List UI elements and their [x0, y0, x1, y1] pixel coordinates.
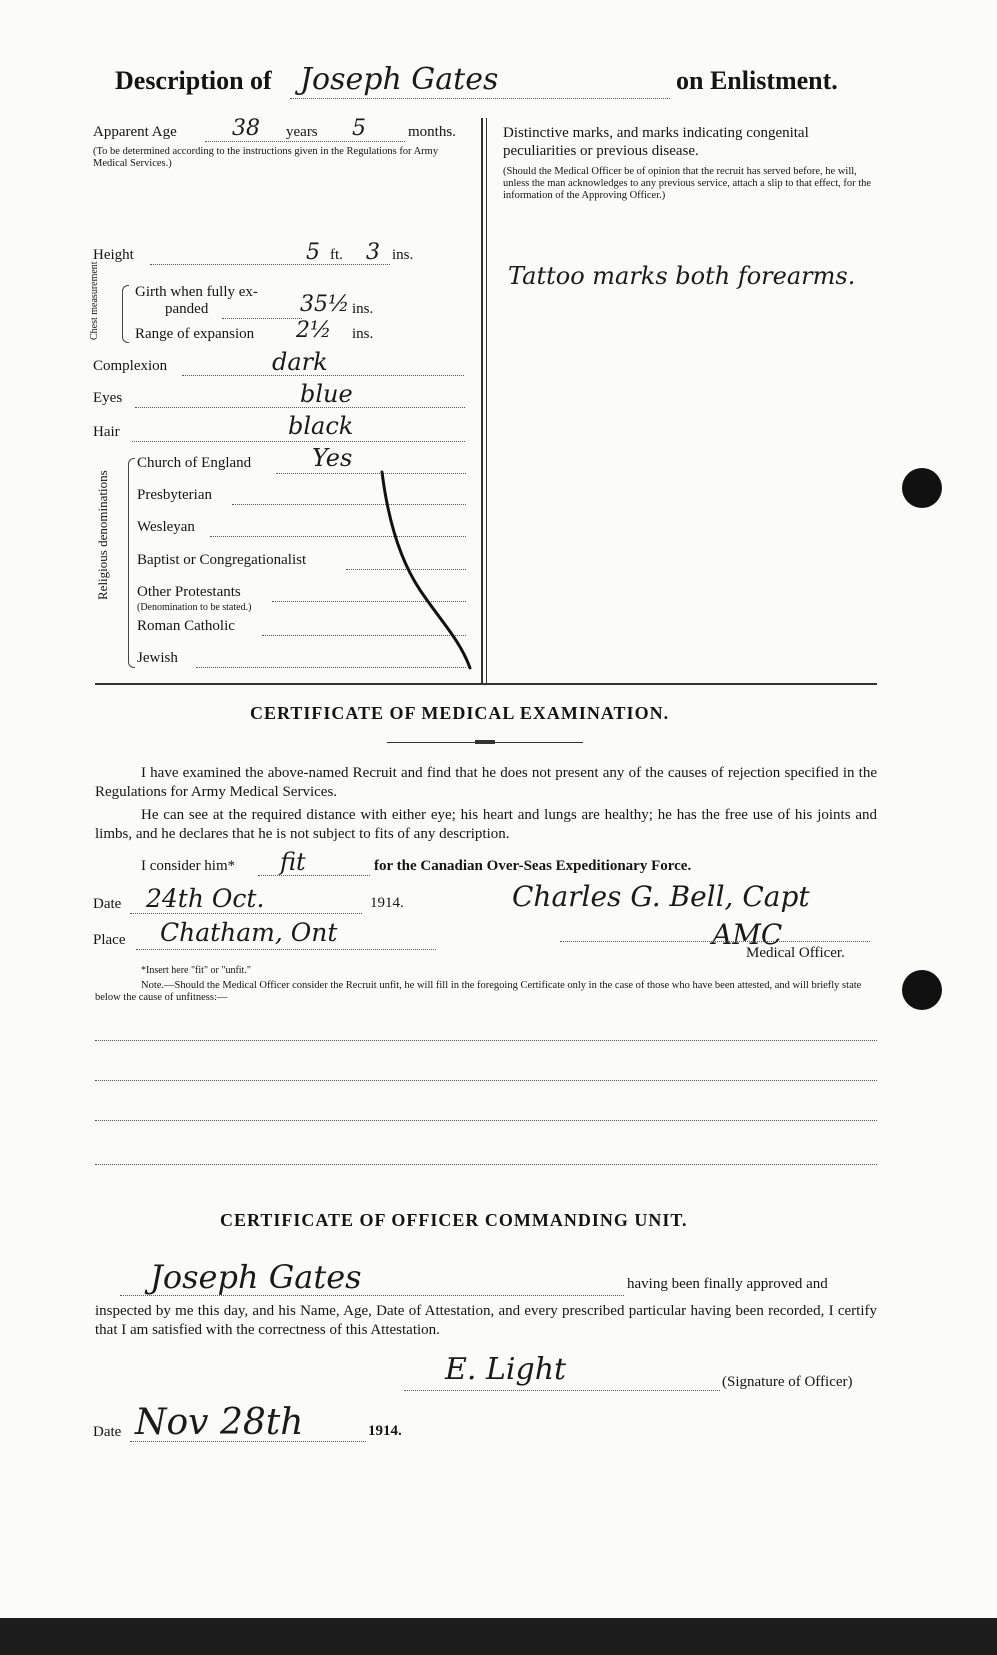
column-divider-2	[486, 118, 487, 683]
complexion-value: dark	[272, 348, 328, 376]
age-months: 5	[352, 116, 366, 141]
medical-officer-dotline	[560, 941, 870, 942]
religion-jewish: Jewish	[137, 650, 178, 666]
religion-other-protestants: Other Protestants	[137, 584, 241, 600]
consider-prefix: I consider him*	[141, 858, 236, 874]
range-label: Range of expansion	[135, 326, 255, 342]
months-label: months.	[408, 124, 456, 140]
medical-officer-label: Medical Officer.	[746, 945, 845, 961]
other-protestants-note: (Denomination to be stated.)	[137, 602, 252, 613]
religion-church-of-england-value: Yes	[312, 444, 353, 472]
age-years: 38	[232, 116, 260, 141]
marks-heading: Distinctive marks, and marks indicating congenital peculiarities or previous disease.	[503, 125, 809, 159]
religion-wesleyan: Wesleyan	[137, 519, 195, 535]
unfit-line-1	[95, 1040, 877, 1041]
marks-note: (Should the Medical Officer be of opinion that the recruit has served before, he will, unless the man acknowledges to any previous service, attach a slip to that effect, for the information of the Approving Officer.)	[503, 166, 872, 201]
column-divider	[481, 118, 483, 683]
section-separator-1	[95, 683, 877, 685]
medical-date-label: Date	[93, 896, 122, 912]
eyes-value: blue	[300, 380, 353, 408]
medical-heading: CERTIFICATE OF MEDICAL EXAMINATION.	[250, 703, 670, 723]
consider-dotline	[258, 875, 370, 876]
punch-hole-upper	[902, 468, 942, 508]
religion-presbyterian: Presbyterian	[137, 487, 212, 503]
commanding-heading: CERTIFICATE OF OFFICER COMMANDING UNIT.	[220, 1210, 688, 1230]
marks-value: Tattoo marks both forearms.	[508, 262, 856, 290]
height-ft: 5	[306, 240, 320, 265]
complexion-label: Complexion	[93, 358, 168, 374]
unfit-note: Note.—Should the Medical Officer consider the Recruit unfit, he will fill in the foregoing Certificate only in the case of those who have been attested, and will briefly state below the cause of unfitness:—	[95, 980, 862, 1003]
religion-church-of-england: Church of England	[137, 455, 252, 471]
place-label: Place	[93, 932, 126, 948]
range-unit: ins.	[352, 326, 374, 342]
height-ins: 3	[366, 240, 380, 265]
religion-strike-line	[370, 470, 480, 680]
recruit-name: Joseph Gates	[300, 62, 499, 97]
age-label: Apparent Age	[93, 124, 177, 140]
title-prefix: Description of	[115, 66, 272, 95]
commanding-para-1: having been finally approved and	[627, 1276, 828, 1292]
consider-value: fit	[280, 848, 306, 876]
height-dotline	[150, 264, 390, 265]
girth-unit: ins.	[352, 301, 374, 317]
hair-value: black	[288, 412, 354, 440]
age-dotline	[205, 141, 405, 142]
medical-date-dotline	[130, 913, 362, 914]
punch-hole-lower	[902, 970, 942, 1010]
commanding-signature-dotline	[404, 1390, 720, 1391]
place-dotline	[136, 949, 436, 950]
medical-rule-ornament	[475, 740, 495, 744]
age-note: (To be determined according to the instructions given in the Regulations for Army Medical Services.)	[93, 146, 439, 169]
religion-baptist: Baptist or Congregationalist	[137, 552, 307, 568]
medical-date-value: 24th Oct.	[146, 884, 265, 913]
commanding-para-2: inspected by me this day, and his Name, Age, Date of Attestation, and every prescribed particular having been recorded, I certify that I am satisfied with the correctness of this Attestation.	[95, 1303, 877, 1338]
girth-label-2: panded	[165, 301, 209, 317]
girth-value: 35½	[300, 292, 350, 317]
medical-officer-unit: AMC	[712, 918, 783, 951]
hair-label: Hair	[93, 424, 120, 440]
religion-group-label: Religious denominations	[95, 470, 110, 600]
religion-bracket	[128, 458, 135, 668]
unfit-line-3	[95, 1120, 877, 1121]
commanding-date-value: Nov 28th	[135, 1402, 304, 1443]
hair-dotline	[132, 441, 465, 442]
medical-date-year: 1914.	[370, 895, 404, 911]
ft-label: ft.	[330, 247, 343, 263]
religion-roman-catholic: Roman Catholic	[137, 618, 235, 634]
commanding-date-dotline	[130, 1441, 366, 1442]
medical-officer-signature: Charles G. Bell, Capt	[512, 880, 810, 913]
height-label: Height	[93, 247, 134, 263]
commanding-date-label: Date	[93, 1424, 122, 1440]
commanding-date-year: 1914.	[368, 1423, 402, 1439]
unfit-line-4	[95, 1164, 877, 1165]
commanding-name-dotline	[120, 1295, 624, 1296]
commanding-signature-label: (Signature of Officer)	[722, 1374, 853, 1390]
chest-bracket	[122, 285, 129, 343]
years-label: years	[286, 124, 318, 140]
commanding-officer-signature: E. Light	[445, 1352, 567, 1387]
unfit-line-2	[95, 1080, 877, 1081]
scan-bottom-border	[0, 1618, 997, 1655]
ins-label: ins.	[392, 247, 414, 263]
girth-label-1: Girth when fully ex-	[135, 284, 258, 300]
range-value: 2½	[296, 318, 332, 343]
medical-para-1: I have examined the above-named Recruit and find that he does not present any of the causes of rejection specified in the Regulations for Army Medical Services.	[95, 765, 877, 800]
title-dotline	[290, 98, 670, 99]
place-value: Chatham, Ont	[160, 918, 338, 947]
chest-label: Chest measurement	[89, 261, 100, 340]
eyes-label: Eyes	[93, 390, 123, 406]
title-suffix: on Enlistment.	[676, 66, 838, 95]
insert-note: *Insert here "fit" or "unfit."	[141, 965, 251, 976]
girth-dotline	[222, 318, 302, 319]
commanding-recruit-name: Joseph Gates	[150, 1258, 362, 1296]
medical-para-2: He can see at the required distance with either eye; his heart and lungs are healthy; he has the free use of his joints and limbs, and he declares that he is not subject to fits of any description.	[95, 807, 877, 842]
consider-suffix: for the Canadian Over-Seas Expeditionary Force.	[374, 858, 692, 874]
